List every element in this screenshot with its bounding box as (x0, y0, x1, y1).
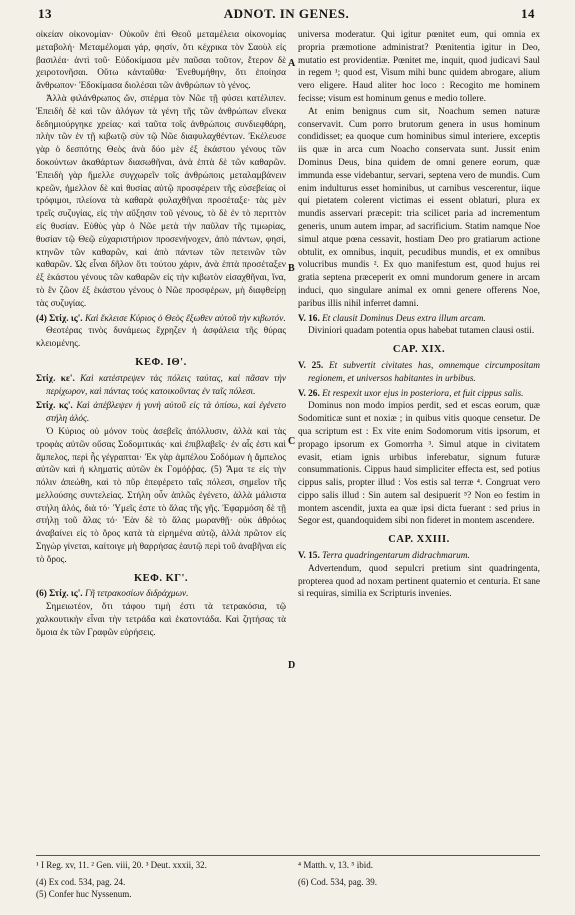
footnotes (36, 855, 540, 899)
verse-text: Et respexit uxor ejus in posteriora, et fuit cippus salis. (322, 388, 524, 399)
footnote-note: (6) Cod. 534, pag. 39. (298, 877, 377, 887)
verse-text: Terra quadringentarum didrachmarum. (322, 551, 470, 562)
page-number-left: 13 (38, 6, 52, 21)
chapter-heading: CAP. XIX. (392, 344, 446, 356)
running-title: ADNOT. IN GENES. (223, 6, 350, 21)
verse-number: V. 26. (298, 388, 320, 399)
verse-number: V. 15. (298, 551, 320, 562)
verse-lemma (36, 400, 286, 426)
paragraph: Ἀλλὰ φιλάνθρωπος ὤν, σπέρμα τὸν Νῶε τῇ φύσει κατέλιπεν. Ἐπειδὴ δὲ καὶ τῶν ἀλόγων τὰ γένη τῆς τῶν ἀνθρώπων εἵνεκα δεδημιούργηκε χρείας· καὶ ταῦτα τοῖς ἀνθρώποις συνδιεφθάρη, πλὴν τῶν ἐν τῇ κιβωτῷ σὺν τῷ Νῶε διαφυλαχθέντων. Ἐκέλευσε γὰρ ὁ δεσπότης Θεὸς ἀνὰ δύο μὲν ἐξ ἑκάστου γένους τῶν δοκούντων ἀκαθάρτων διασωθῆναι, ἀνὰ ἑπτὰ δὲ τῶν καθαρῶν. Ἐπειδὴ γὰρ ἤμελλε συγχωρεῖν τοῖς ἀνθρώποις μεταλαμβάνειν κρεῶν, ἠμελλον δὲ καὶ θυσίας αὐτῷ προσφέρειν τῆς εὐσεβείας οἱ τρόφιμοι, πλείονα τὰ καθαρὰ φυλαχθῆναι προσέταξε· τὰς μὲν τρεῖς συζυγίας, εἰς τὴν αὔξησιν τοῦ γένους, τὸ δὲ ἐν τὸ περιττὸν εἰς θυσίαν. Εὐθὺς γὰρ ὁ Νῶε μετὰ τὴν παῦλαν τῆς τιμωρίας, θυσίαν τῷ Θεῷ εὐχαριστήριον προσενήνοχεν, ἀπὸ πάντων, φησί, κτηνῶν τῶν καθαρῶν, καὶ ἀπὸ πάντων τῶν πετεινῶν τῶν καθαρῶν. Ὡς εἶναι δῆλον ὅτι τούτου χάριν, ἀνὰ ἑπτὰ προσέταξεν ἐξ ἑκάστου γένους τῶν καθαρῶν εἰς τὴν κιβωτὸν εἰσαχθῆναι, ἵνα, τὸ ἓν ζῶον ἐξ ἑκάστου γένους ὁ Νῶε προσφέρων, μὴ διαφθείρῃ τὰς συζυγίας. (36, 93, 286, 309)
verse-lemma (298, 313, 540, 326)
paragraph: Θεοτέρας τινὸς δυνάμεως ἔχρηζεν ἡ ἀσφάλεια τῆς θύρας κλειομένης. (36, 326, 286, 350)
verse-number: Στίχ. κς'. (36, 401, 73, 412)
page-number-right: 14 (521, 6, 535, 21)
paragraph: Ὁ Κύριος οὐ μόνον τοὺς ἀσεβεῖς ἀπόλλυσιν, ἀλλὰ καὶ τὰς τροφὰς αὐτῶν οὔσας Σοδομιτικάς· καὶ ἐπιβλαβεῖς· ἐν αἷς ἐστι καὶ ἄμπελος, περὶ ἧς γέγραπται· Ἐκ γὰρ ἀμπέλου Σοδόμων ἡ ἄμπελος αὐτῶν καὶ ἡ κληματὶς αὐτῶν ἐκ Γομόῤῥας. (5) Ἅμα τε εἰς τὴν πόλιν ἀπεώθη, καὶ τὸ πῦρ ἐπεφέρετο ταῖς πόλεσι, σημεῖον τῆς μελλούσης συντελείας. Στήλη οὖν ἁπλῶς ἐγένετο, ἀλλὰ μάλιστα στήλη ἁλός, διὰ τό· Ὑμεῖς ἐστε τὸ ἅλας τῆς γῆς. Ἐφαρμόση δὲ τῇ στήλῃ τοῦ ἅλας τό· Ἐὰν δὲ τὸ ἅλας μωρανθῇ· οὐκ ἀθρόως ἀναβαίνει εἰς τὸ ὄρος κατὰ τὰ εἰρημένα αὐτῷ, ἀλλὰ πρῶτον εἰς Σηγὼρ γίνεται, καίτοιγε μὴ θαρρήσας ἑαυτῷ περὶ τοῦ ἀναβῆναι εἰς τὸ ὄρος. (36, 426, 286, 565)
latin-column (298, 29, 540, 851)
verse-number: V. 16. (298, 313, 320, 324)
paragraph: Σημειωτέον, ὅτι τάφου τιμὴ ἐστι τὰ τετρακόσια, τῷ χαλκουτικὴν εἶναι τὴν τετράδα καὶ ἑκατοντάδα. Καὶ ζητήσας τὰ ὅμοια ἐκ τῶν Γραφῶν εὑρήσεις. (36, 602, 286, 638)
verse-text: Et clausit Dominus Deus extra illum arcam. (322, 313, 486, 324)
footnote-refs-left: ¹ I Reg. xv, 11. ² Gen. viii, 20. ³ Deut. xxxii, 32. (36, 860, 207, 870)
margin-letter-a: A (288, 58, 296, 69)
verse-text: Et subvertit civitates has, omnemque circumpositam regionem, et universos habitantes in urbibus. (308, 360, 540, 384)
footnote-notes-left (36, 877, 286, 900)
verse-number: (6) Στίχ. ις'. (36, 589, 83, 600)
margin-letter-b: B (288, 263, 295, 274)
verse-text: Καὶ ἀπέβλεψεν ἡ γυνὴ αὐτοῦ εἰς τὰ ὀπίσω, καὶ ἐγένετο στήλη ἁλός. (46, 401, 286, 425)
margin-letter-d: D (288, 660, 296, 671)
footnote-note: (5) Confer huc Nyssenum. (36, 888, 132, 899)
verse-text: Γῆ τετρακοσίων διδράχμων. (84, 589, 189, 600)
chapter-heading: ΚΕΦ. ΚΓ'. (133, 572, 189, 584)
footnote-refs-right: ⁴ Matth. v, 13. ⁵ ibid. (298, 860, 373, 870)
verse-number: Στίχ. κε'. (36, 373, 75, 384)
verse-number: (4) Στίχ. ις'. (36, 313, 83, 324)
footnote-note: (4) Ex cod. 534, pag. 24. (36, 877, 126, 887)
verse-lemma (36, 588, 286, 601)
verse-number: V. 25. (298, 360, 324, 371)
margin-letter-c: C (288, 436, 296, 447)
footnote-rule (36, 855, 540, 856)
running-header (38, 6, 535, 24)
verse-lemma (36, 313, 286, 326)
paragraph: Dominus non modo impios perdit, sed et escas eorum, quæ Sodomiticæ sunt et noxiæ ; in quibus vitis quoque censetur. De qua scriptum est : Ex vite enim Sodomorum vitis ipsorum, et propago ipsorum ex Gomorrha ³. Simul atque in civitatem evasit, etiam ignis urbibus inferebatur, signum futuræ consummationis. Cippus haud simpliciter effecta est, sed potius cippus salis, propter illud : Vos estis sal terræ ⁴. Congruat vero cippo salis illud : Sin autem sal desipuerit ⁵? Non eo festim in montem ascendit, juxta ea quæ ipsi dicta fuerant : sed prius in Segor est, quandoquidem sibi non fideret in montem ascendere. (298, 401, 540, 527)
chapter-heading: CAP. XXIII. (388, 534, 450, 546)
paragraph: οἰκείαν οἰκονομίαν· Οὐκοῦν ἐπὶ Θεοῦ μεταμέλεια οἰκονομίας μεταβολή· Μεταμέλομαι γάρ, φησίν, ὅτι κέχρικα τὸν Σαοὺλ εἰς βασιλέα· ἀντὶ τοῦ· Εὐδοκίμασα μὲν παῦσαι τοῦτον, ἕτερον δὲ χειροτονῆσαι. Οὕτω κἀνταῦθα· Ἐνεθυμήθην, ὅτι ἐποίησα ἄνθρωπον· Ἐδοκίμασα διολέσαι τῶν ἀνθρώπων τὸ γένος. (36, 30, 286, 92)
verse-text: Καὶ ἔκλεισε Κύριος ὁ Θεὸς ἔξωθεν αὐτοῦ τὴν κιβωτόν. (84, 313, 286, 324)
paragraph: At enim benignus cum sit, Noachum semen naturæ conservavit. Cum porro brutorum genera in usus hominum condidisset; ea quoque cum hominibus simul interiere, exceptis iis quæ in arca cum Noacho conservata sunt. Jussit enim Dominus Deus, bina quidem de omni genere eorum, quæ immunda esse videbantur, servari, septena vero de mundis. Cum enim indulturus esset hominibus, ut carnibus vescerentur, iique qui pietatem colerent victimas ei essent oblaturi, plura ex mundis asservari præcepit: tria scilicet paria ad incrementum generis, unum autem impar, ad sacrificium. Statim namque Noe simul atque pœna cessavit, hostiam Deo pro gratiarum actione obtulit, ex omnibus, inquit, pecudibus mundis, et ex omnibus volucribus mundis ². Ex quo manifestum est, quod hujus rei gratia septena præceperit ex omni mundorum genere in arcam induci, quo singulare animal ex omni genere offerens Noe, paribus illis nihil inferret damni. (298, 106, 540, 309)
verse-text: Καὶ κατέστρεψεν τὰς πόλεις ταύτας, καὶ πᾶσαν τὴν περίχωρον, καὶ πάντας τοὺς κατοικοῦντας ἐν ταῖς πόλεσι. (46, 373, 286, 397)
verse-lemma (298, 388, 540, 401)
footnote-notes-right (298, 877, 540, 889)
verse-lemma (298, 550, 540, 563)
greek-column (36, 29, 286, 851)
paragraph: Advertendum, quod sepulcri pretium sint quadringenta, propterea quod ad noxam pertinent quaternio et centuria. Et sane si requiras, similia ex Scripturis invenies. (298, 563, 540, 600)
verse-lemma (298, 360, 540, 386)
chapter-heading: ΚΕΦ. ΙΘ'. (135, 356, 187, 368)
paragraph: universa moderatur. Qui igitur pœnitet eum, qui omnia ex propria præmotione administrat? Pœnitentia igitur in Deo, mutatio est providentiæ. Pœnitet me, inquit, quod judicavi Saul in regem ¹; quod est, Visum mihi bunc quidem abrogare, alium vero eligere. Haud aliter hoc loco : Recogito me hominem fecisse; visum est hominum genus e medio tollere. (298, 30, 540, 104)
paragraph: Diviniori quadam potentia opus habebat tutamen clausi ostii. (308, 326, 535, 337)
verse-lemma (36, 373, 286, 399)
